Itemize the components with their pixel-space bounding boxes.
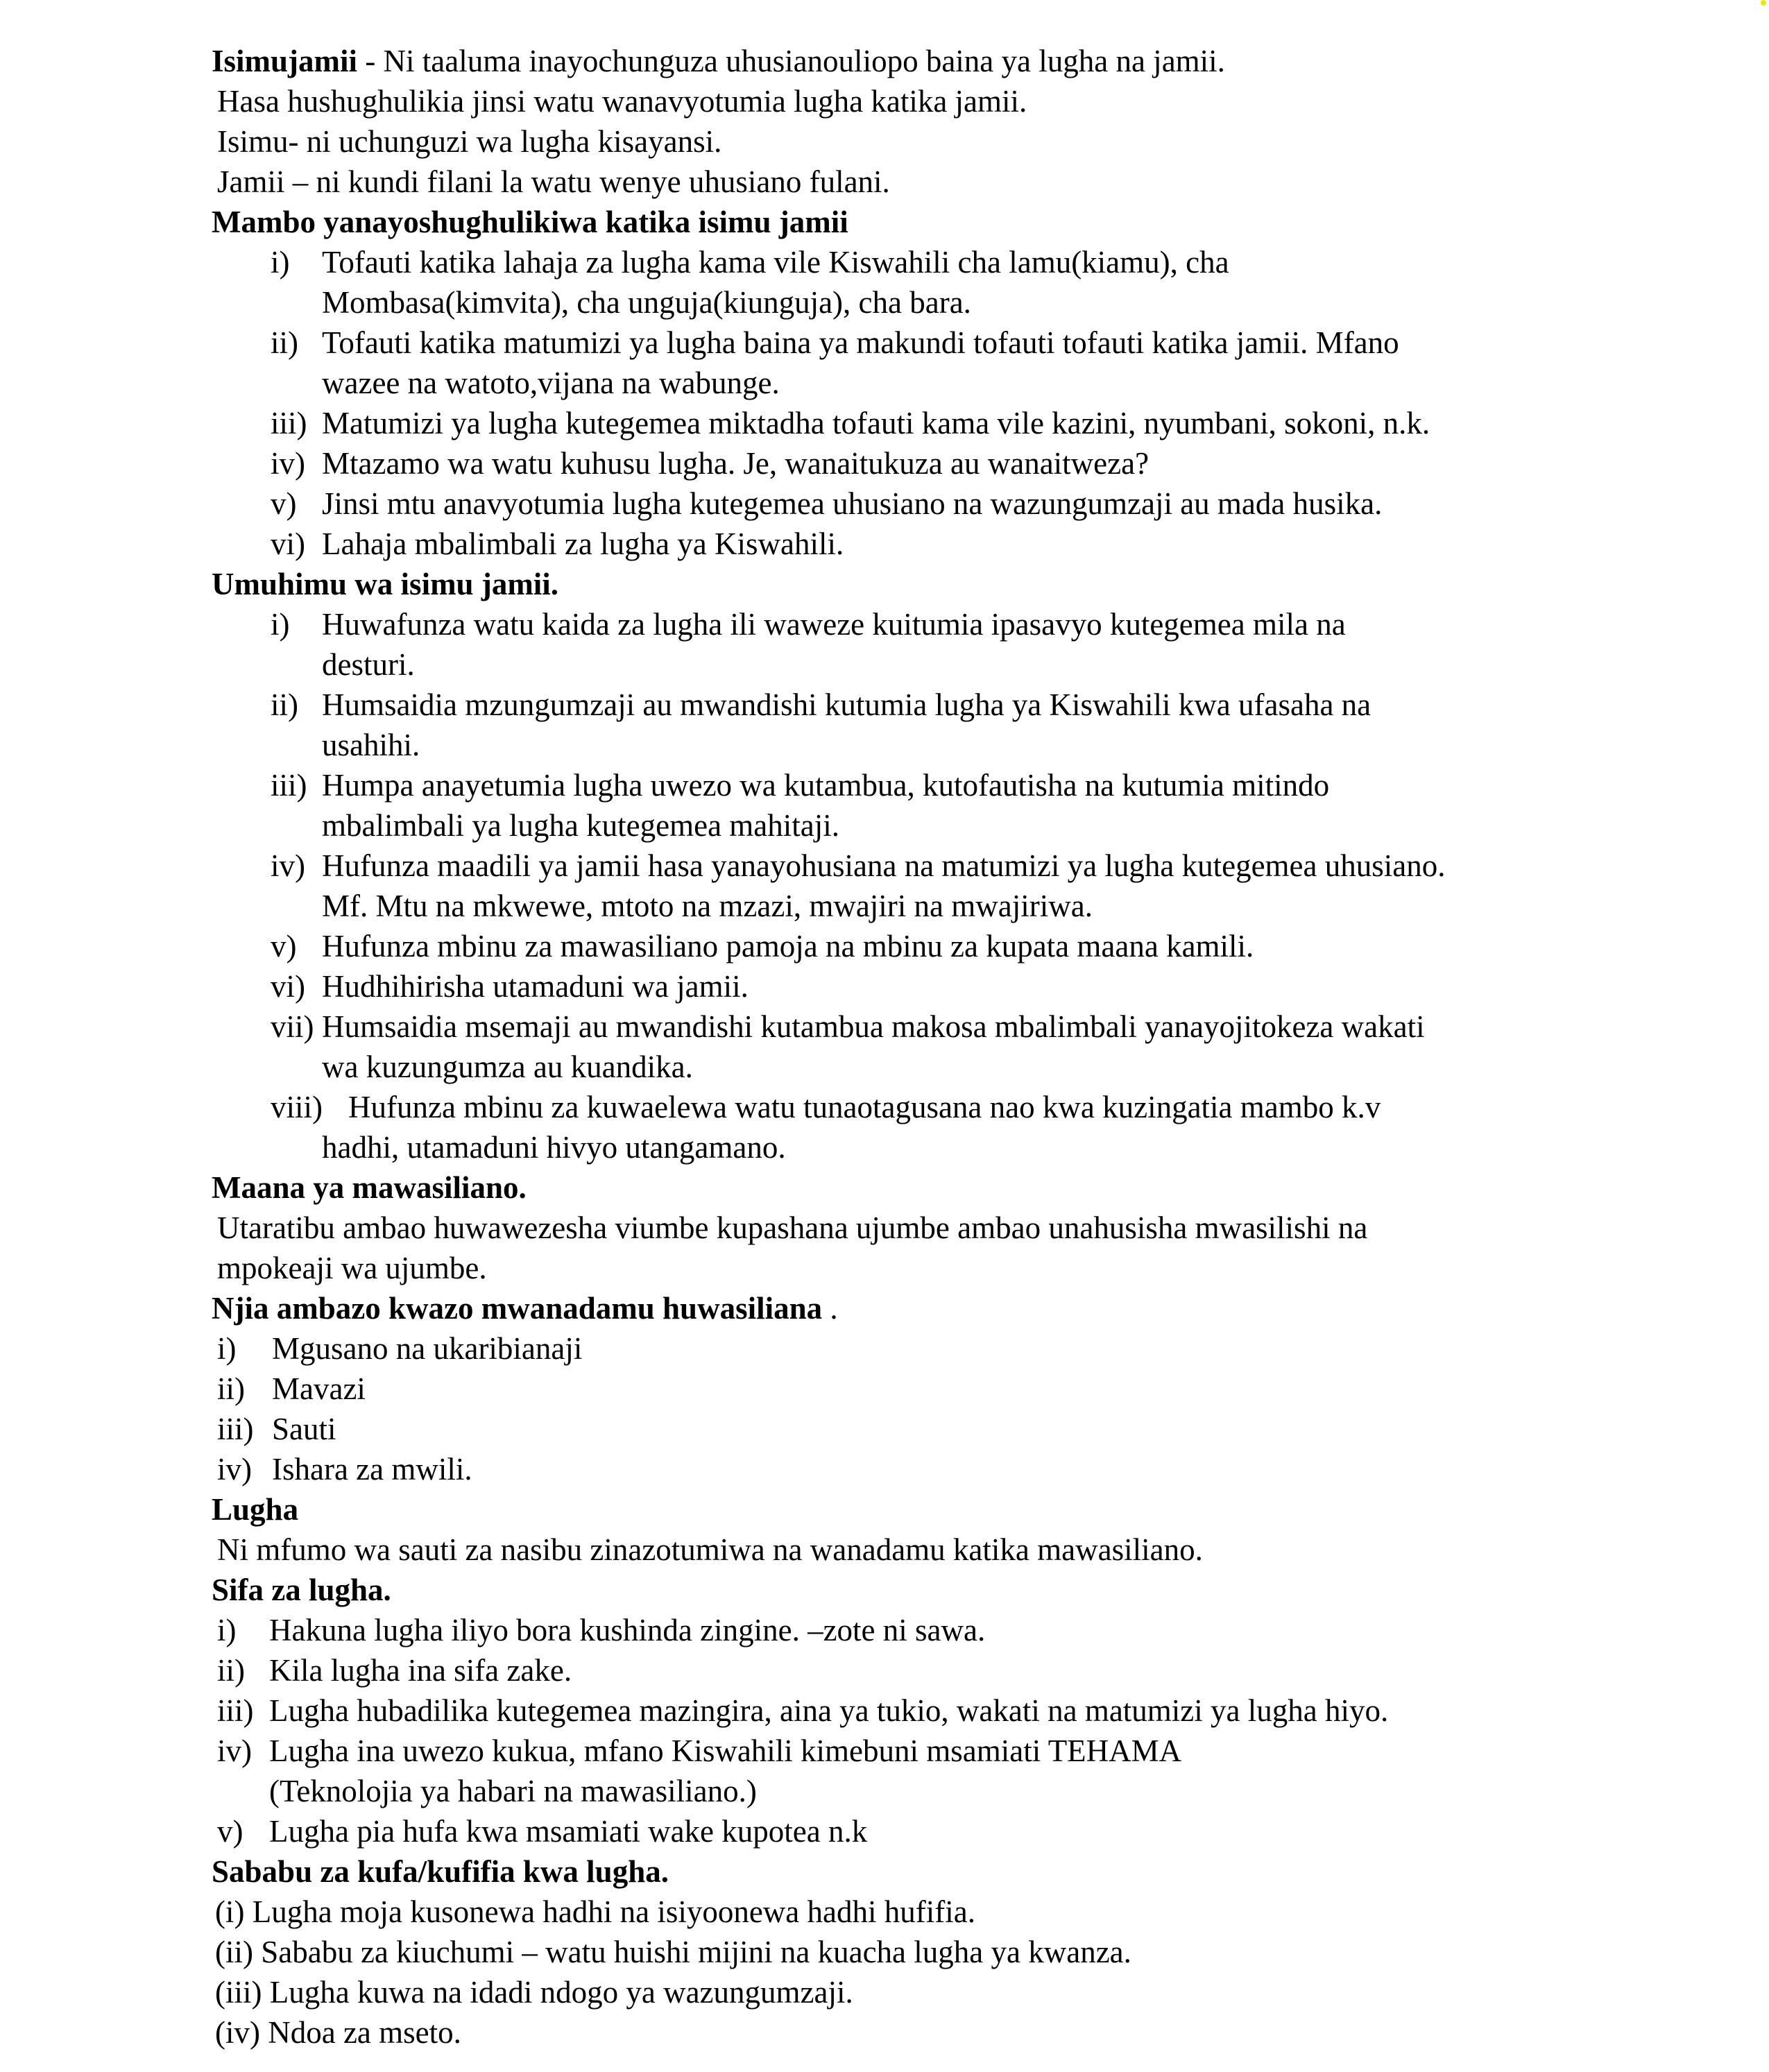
umuhimu-num-6: vi): [271, 969, 305, 1004]
umuhimu-item-2-line-1: Humsaidia mzungumzaji au mwandishi kutumia lugha ya Kiswahili kwa ufasaha na: [322, 687, 1371, 722]
njia-num-1: i): [217, 1331, 237, 1366]
sifa-item-2-line-1: Kila lugha ina sifa zake.: [269, 1653, 572, 1688]
sababu-item-3: (iii) Lugha kuwa na idadi ndogo ya wazungumzaji.: [215, 1975, 853, 2010]
njia-num-2: ii): [217, 1371, 245, 1406]
mawasiliano-heading: Maana ya mawasiliano.: [212, 1170, 527, 1205]
mambo-item-1-line-2: Mombasa(kimvita), cha unguja(kiunguja), cha bara.: [322, 285, 971, 320]
umuhimu-item-3-line-1: Humpa anayetumia lugha uwezo wa kutambua, kutofautisha na kutumia mitindo: [322, 768, 1330, 803]
umuhimu-item-1-line-1: Huwafunza watu kaida za lugha ili waweze kuitumia ipasavyo kutegemea mila na: [322, 607, 1346, 642]
sifa-heading: Sifa za lugha.: [212, 1573, 391, 1607]
umuhimu-num-4: iv): [271, 848, 305, 883]
sifa-item-3-line-1: Lugha hubadilika kutegemea mazingira, aina ya tukio, wakati na matumizi ya lugha hiyo.: [269, 1693, 1389, 1728]
mawasiliano-line-2: mpokeaji wa ujumbe.: [217, 1251, 487, 1285]
umuhimu-item-6-line-1: Hudhihirisha utamaduni wa jamii.: [322, 969, 749, 1004]
mambo-num-2: ii): [271, 325, 298, 360]
njia-heading-line: [212, 1289, 838, 1329]
umuhimu-num-3: iii): [271, 768, 307, 803]
sifa-num-2: ii): [217, 1653, 245, 1688]
mambo-num-6: vi): [271, 526, 305, 561]
umuhimu-item-7-line-1: Humsaidia msemaji au mwandishi kutambua makosa mbalimbali yanayojitokeza wakati: [322, 1009, 1425, 1044]
umuhimu-item-2-line-2: usahihi.: [322, 728, 420, 762]
mambo-num-4: iv): [271, 446, 305, 481]
sababu-item-4: (iv) Ndoa za mseto.: [215, 2015, 461, 2050]
sababu-item-1: (i) Lugha moja kusonewa hadhi na isiyoonewa hadhi hufifia.: [215, 1894, 975, 1929]
njia-item-4: Ishara za mwili.: [272, 1452, 472, 1487]
mambo-item-5-line-1: Jinsi mtu anavyotumia lugha kutegemea uhusiano na wazungumzaji au mada husika.: [322, 486, 1383, 521]
sababu-heading: Sababu za kufa/kufifia kwa lugha.: [212, 1854, 669, 1889]
intro-term: Isimujamii: [212, 44, 358, 78]
umuhimu-item-3-line-2: mbalimbali ya lugha kutegemea mahitaji.: [322, 808, 840, 843]
sifa-item-1-line-1: Hakuna lugha iliyo bora kushinda zingine. –zote ni sawa.: [269, 1613, 986, 1647]
intro-line-2: Hasa hushughulikia jinsi watu wanavyotumia lugha katika jamii.: [217, 84, 1027, 119]
mambo-item-2-line-1: Tofauti katika matumizi ya lugha baina ya makundi tofauti tofauti katika jamii. Mfano: [322, 325, 1399, 360]
njia-num-4: iv): [217, 1452, 252, 1487]
mambo-item-3-line-1: Matumizi ya lugha kutegemea miktadha tofauti kama vile kazini, nyumbani, sokoni, n.k.: [322, 406, 1430, 440]
intro-line-1: [212, 42, 1225, 82]
corner-speck: [1761, 0, 1766, 6]
umuhimu-item-5-line-1: Hufunza mbinu za mawasiliano pamoja na mbinu za kupata maana kamili.: [322, 929, 1254, 964]
mambo-item-2-line-2: wazee na watoto,vijana na wabunge.: [322, 366, 780, 400]
lugha-heading: Lugha: [212, 1492, 299, 1527]
mambo-item-6-line-1: Lahaja mbalimbali za lugha ya Kiswahili.: [322, 526, 844, 561]
mambo-num-3: iii): [271, 406, 307, 440]
umuhimu-item-8-line-1: Hufunza mbinu za kuwaelewa watu tunaotagusana nao kwa kuzingatia mambo k.v: [348, 1090, 1381, 1124]
umuhimu-heading: Umuhimu wa isimu jamii.: [212, 567, 559, 601]
njia-num-3: iii): [217, 1412, 254, 1446]
sifa-item-4-line-2: (Teknolojia ya habari na mawasiliano.): [269, 1774, 757, 1808]
sifa-num-4: iv): [217, 1733, 252, 1768]
umuhimu-num-7: vii): [271, 1009, 314, 1044]
umuhimu-item-4-line-2: Mf. Mtu na mkwewe, mtoto na mzazi, mwajiri na mwajiriwa.: [322, 889, 1093, 923]
njia-item-3: Sauti: [272, 1412, 336, 1446]
mawasiliano-line-1: Utaratibu ambao huwawezesha viumbe kupashana ujumbe ambao unahusisha mwasilishi na: [217, 1210, 1368, 1245]
intro-line-3: Isimu- ni uchunguzi wa lugha kisayansi.: [217, 124, 722, 159]
mambo-item-4-line-1: Mtazamo wa watu kuhusu lugha. Je, wanaitukuza au wanaitweza?: [322, 446, 1150, 481]
intro-definition: - Ni taaluma inayochunguza uhusianouliopo baina ya lugha na jamii.: [357, 44, 1225, 78]
mambo-num-5: v): [271, 486, 297, 521]
umuhimu-num-1: i): [271, 607, 290, 642]
umuhimu-item-1-line-2: desturi.: [322, 647, 415, 682]
umuhimu-item-8-line-2: hadhi, utamaduni hivyo utangamano.: [322, 1130, 786, 1165]
sifa-num-3: iii): [217, 1693, 254, 1728]
mambo-num-1: i): [271, 245, 290, 280]
sifa-item-4-line-1: Lugha ina uwezo kukua, mfano Kiswahili kimebuni msamiati TEHAMA: [269, 1733, 1182, 1768]
sababu-item-2: (ii) Sababu za kiuchumi – watu huishi mijini na kuacha lugha ya kwanza.: [215, 1935, 1131, 1969]
sifa-item-5-line-1: Lugha pia hufa kwa msamiati wake kupotea n.k: [269, 1814, 868, 1849]
njia-item-1: Mgusano na ukaribianaji: [272, 1331, 583, 1366]
umuhimu-num-8: viii): [271, 1090, 323, 1124]
mambo-heading: Mambo yanayoshughulikiwa katika isimu jamii: [212, 205, 848, 239]
sifa-num-5: v): [217, 1814, 243, 1849]
umuhimu-item-7-line-2: wa kuzungumza au kuandika.: [322, 1050, 693, 1084]
mambo-item-1-line-1: Tofauti katika lahaja za lugha kama vile Kiswahili cha lamu(kiamu), cha: [322, 245, 1229, 280]
lugha-definition: Ni mfumo wa sauti za nasibu zinazotumiwa na wanadamu katika mawasiliano.: [217, 1532, 1203, 1567]
sifa-num-1: i): [217, 1613, 237, 1647]
umuhimu-num-2: ii): [271, 687, 298, 722]
njia-heading: Njia ambazo kwazo mwanadamu huwasiliana: [212, 1291, 823, 1326]
umuhimu-item-4-line-1: Hufunza maadili ya jamii hasa yanayohusiana na matumizi ya lugha kutegemea uhusiano.: [322, 848, 1446, 883]
umuhimu-num-5: v): [271, 929, 297, 964]
intro-line-4: Jamii – ni kundi filani la watu wenye uhusiano fulani.: [217, 164, 890, 199]
njia-item-2: Mavazi: [272, 1371, 366, 1406]
njia-heading-tail: .: [830, 1291, 838, 1326]
